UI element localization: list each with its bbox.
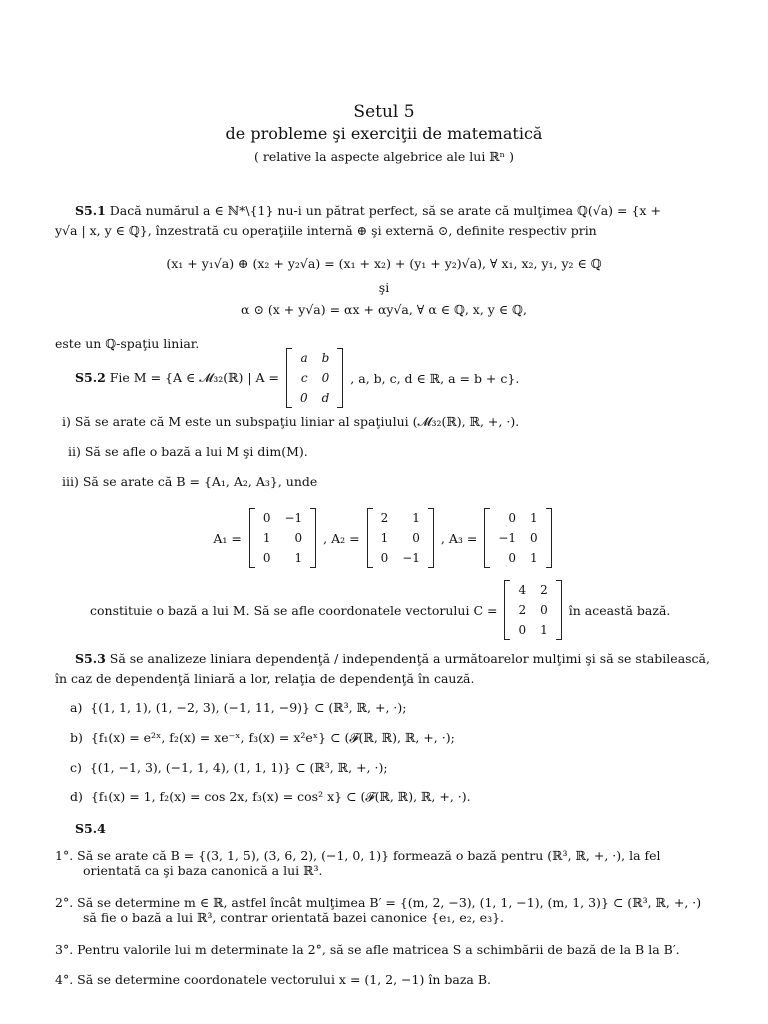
s53-line1: S5.3 Să se analizeze liniara dependenţă / independenţă a următoarelor mulţimi şi să se stabilească, [75, 651, 710, 666]
matrix-c-cell: 4 [518, 583, 527, 597]
matrix-c-cell: 1 [540, 623, 548, 637]
s51-text3: este un ℚ-spaţiu liniar. [55, 336, 200, 351]
matrix-a2-cell: −1 [402, 551, 420, 565]
s51-and: şi [378, 280, 390, 295]
s51-eq2: α ⊙ (x + y√a) = αx + αy√a, ∀ α ∈ ℚ, x, y ∈ ℚ, [241, 302, 527, 317]
matrix-a3-cell: −1 [498, 531, 517, 545]
matrix-a3-cell: 0 [530, 531, 538, 545]
matrix-a1-cell: 0 [262, 551, 271, 565]
matrix-a-cell: c [300, 371, 308, 385]
s51-text2: y√a | x, y ∈ ℚ}, înzestrată cu operaţiile internă ⊕ şi externă ⊙, definite respectiv prin [55, 223, 597, 238]
matrix-a-cell: d [321, 391, 330, 405]
s52-item-i: i) Să se arate că M este un subspaţiu liniar al spaţiului (𝓜₃₂(ℝ), ℝ, +, ·). [62, 414, 520, 429]
matrix-a [286, 348, 343, 408]
s54-item-2: 2°. Să se determine m ∈ ℝ, astfel încât mulţimea B′ = {(m, 2, −3), (1, 1, −1), (m, 1, 3)} ⊂ (ℝ³, ℝ, +, ·) să fie o bază a lui ℝ³, contrar orientată bazei canonice {e₁, e₂, e₃}. [55, 895, 702, 925]
s54-item-1: 1°. Să se arate că B = {(3, 1, 5), (3, 6, 2), (−1, 0, 1)} formează o bază pentru (ℝ³, ℝ, +, ·), la fel orientată ca şi baza canonică a lui ℝ³. [55, 848, 661, 878]
matrix-c-cell: 0 [540, 603, 548, 617]
matrix-a2-cell: 0 [412, 531, 420, 545]
s53-item-c: c) {(1, −1, 3), (−1, 1, 4), (1, 1, 1)} ⊂ (ℝ³, ℝ, +, ·); [70, 760, 388, 775]
matrix-a-cell: b [321, 351, 330, 365]
s51-line1 [55, 200, 715, 222]
s52-label: S5.2 [75, 370, 106, 385]
matrix-a1-row [256, 548, 309, 568]
s52-pre: Fie M = {A ∈ 𝓜₃₂(ℝ) | A = [105, 370, 279, 385]
matrix-a3-row [491, 548, 544, 568]
matrix-c-row [511, 580, 554, 600]
matrix-a1-cell: −1 [284, 511, 303, 525]
s52-c-post: în această bază. [568, 602, 671, 618]
a3-label: , A₃ = [440, 530, 478, 546]
matrix-a3-cell: 1 [530, 551, 538, 565]
s53-text2: în caz de dependenţă liniară a lor, relaţia de dependenţă în cauză. [55, 671, 475, 686]
matrix-a2-cell: 2 [380, 511, 389, 525]
matrix-a2 [367, 508, 434, 568]
matrix-a1-cell: 1 [294, 551, 303, 565]
s52-coordinates [90, 580, 730, 640]
s51-eq1: (x₁ + y₁√a) ⊕ (x₂ + y₂√a) = (x₁ + x₂) + (y₁ + y₂)√a), ∀ x₁, x₂, y₁, y₂ ∈ ℚ [166, 256, 602, 271]
matrix-a2-cell: 1 [380, 531, 389, 545]
matrix-a2-row [374, 528, 427, 548]
s53-label: S5.3 [75, 651, 106, 666]
matrix-a1 [249, 508, 316, 568]
set-title: Setul 5 [353, 102, 415, 122]
matrix-a2-cell: 0 [380, 551, 389, 565]
matrix-a3-row [491, 528, 544, 548]
matrix-a-row [293, 348, 336, 368]
matrix-c-row [511, 620, 554, 640]
matrix-a3-cell: 1 [530, 511, 538, 525]
a2-label: , A₂ = [323, 530, 360, 546]
matrix-a3-cell: 0 [508, 511, 517, 525]
matrix-c-row [511, 600, 554, 620]
matrix-a1-cell: 0 [262, 511, 271, 525]
matrix-a-row [293, 388, 336, 408]
s52-definition [75, 348, 715, 408]
matrix-c-cell: 2 [540, 583, 548, 597]
matrix-c [504, 580, 561, 640]
matrix-a3 [484, 508, 551, 568]
s52-post: , a, b, c, d ∈ ℝ, a = b + c}. [350, 370, 520, 386]
matrix-a1-row [256, 508, 309, 528]
matrix-a1-row [256, 528, 309, 548]
s54-item-3: 3°. Pentru valorile lui m determinate la 2°, să se afle matricea S a schimbării de bază de la B la B′. [55, 942, 680, 957]
matrix-a2-cell: 1 [412, 511, 420, 525]
s52-c-pre: constituie o bază a lui M. Să se afle coordonatele vectorului C = [90, 602, 498, 618]
s51-text1: Dacă numărul a ∈ ℕ*\{1} nu-i un pătrat perfect, să se arate că mulţimea ℚ(√a) = {x + [105, 203, 661, 218]
s52-item-ii: ii) Să se afle o bază a lui M şi dim(M). [68, 444, 308, 459]
matrix-c-cell: 2 [518, 603, 527, 617]
s53-item-d: d) {f₁(x) = 1, f₂(x) = cos 2x, f₃(x) = cos² x} ⊂ (𝓕(ℝ, ℝ), ℝ, +, ·). [70, 789, 471, 804]
matrix-a3-row [491, 508, 544, 528]
matrix-a-row [293, 368, 336, 388]
s52-item-iii: iii) Să se arate că B = {A₁, A₂, A₃}, unde [62, 474, 318, 489]
matrix-a3-cell: 0 [508, 551, 517, 565]
matrix-a2-row [374, 548, 427, 568]
a1-label: A₁ = [213, 530, 242, 546]
matrix-a1-cell: 0 [294, 531, 303, 545]
set-subtitle-note: ( relative la aspecte algebrice ale lui ℝⁿ ) [254, 149, 514, 164]
set-subtitle: de probleme şi exerciţii de matematică [225, 124, 543, 143]
matrix-c-cell: 0 [518, 623, 527, 637]
s53-item-a: a) {(1, 1, 1), (1, −2, 3), (−1, 11, −9)} ⊂ (ℝ³, ℝ, +, ·); [70, 700, 407, 715]
s52-basis-matrices [0, 508, 768, 568]
s53-item-b: b) {f₁(x) = e²ˣ, f₂(x) = xe⁻ˣ, f₃(x) = x²eˣ} ⊂ (𝓕(ℝ, ℝ), ℝ, +, ·); [70, 730, 455, 745]
s54-item-4: 4°. Să se determine coordonatele vectorului x = (1, 2, −1) în baza B. [55, 972, 491, 987]
matrix-a2-row [374, 508, 427, 528]
matrix-a1-cell: 1 [262, 531, 271, 545]
s54-label: S5.4 [75, 821, 106, 836]
matrix-a-cell: 0 [299, 391, 308, 405]
s51-label: S5.1 [75, 203, 106, 218]
matrix-a-cell: 0 [321, 371, 330, 385]
matrix-a-cell: a [300, 351, 308, 365]
